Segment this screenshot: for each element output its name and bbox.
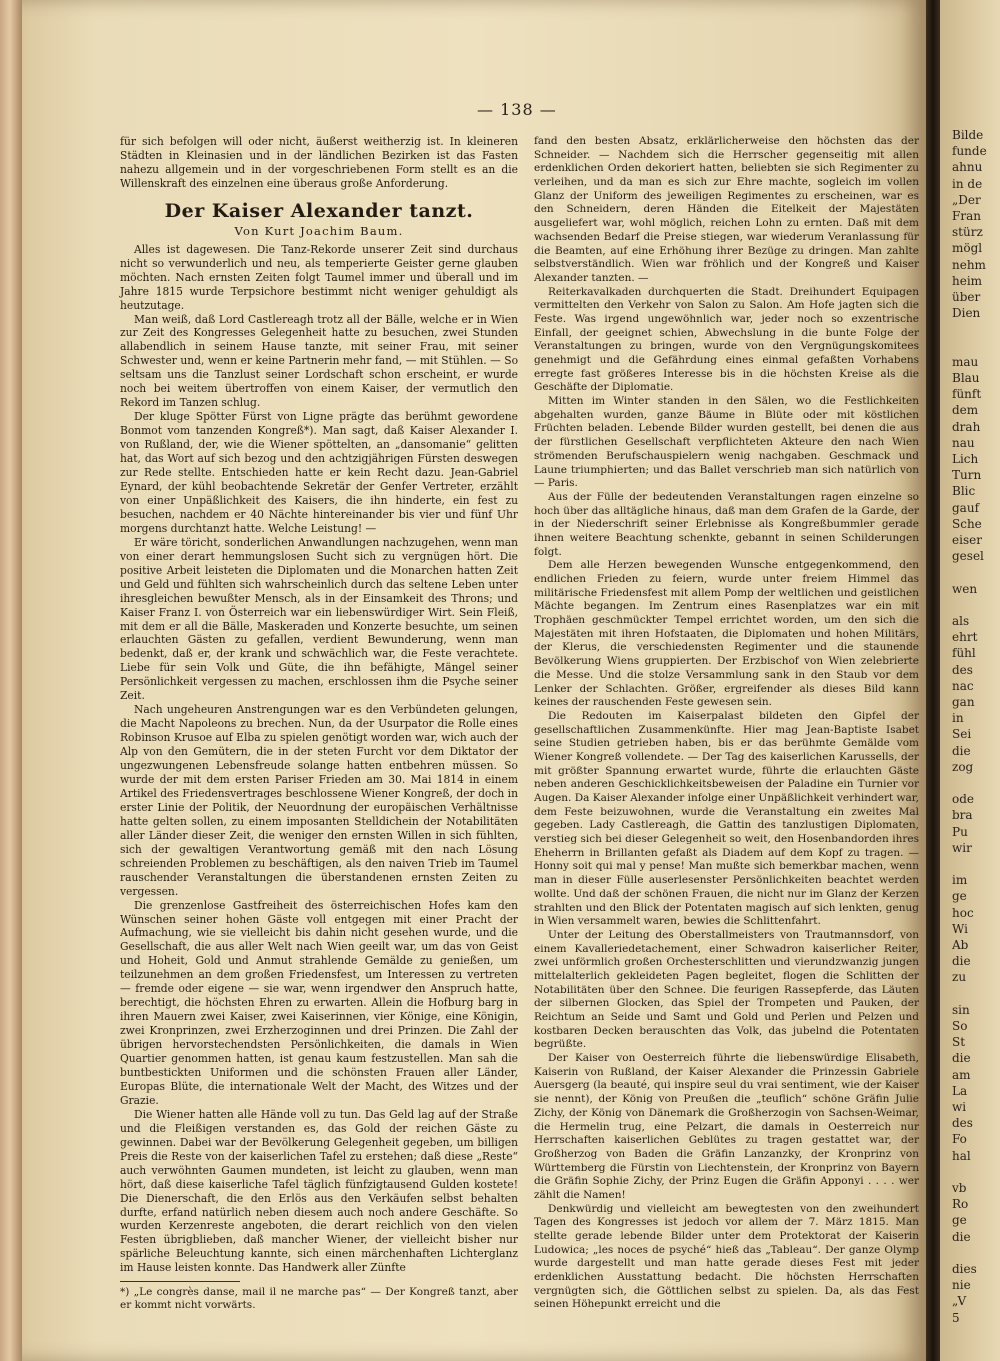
adjacent-page-fragment: ge [952,1213,967,1228]
article-paragraph: Denkwürdig und vielleicht am bewegtesten von den zweihundert Tagen des Kongresses ist jedoch vor allem der 7. März 1815. Man stellte gerade lebende Bilder unter dem Protektorat der Kaiserin Ludowica; „les noces de psyché“ hieß das „Tableau“. Der ganze Olymp wurde dargestellt und man hatte gerade dieses Fest mit jeder erdenklichen Ausstattung bedacht. Die höchsten Herrschaften vergnügten sich, die Göttlichen selbst zu spielen. Da, als das Fest seinen Höhepunkt erreicht und die [534,1202,919,1311]
adjacent-page-fragment: gan [952,695,975,709]
article-paragraph: Er wäre töricht, sonderlichen Anwandlungen nachzugehen, wenn man von einer derart hemmungslosen Sucht sich zu vergnügen hört. Die positive Arbeit leisteten die Diplomaten und die Monarchen hatten Zeit und Geld und fühlten sich wahrscheinlich durch das seltene Leben unter ihresgleichen bewußter Mensch, als in der Einsamkeit des Throns; und Kaiser Franz I. von Österreich war ein liebenswürdiger Wirt. Sein Fleiß, mit dem er all die Bälle, Maskeraden und Konzerte besuchte, um seinen erlauchten Gästen zu gefallen, verdient Bewunderung, wenn man bedenkt, daß er, der krank und schwächlich war, die Feste verachtete. Liebe für sein Volk und Güte, die ihn befähigte, Mängel seiner Persönlichkeit vergessen zu machen, erschlossen ihm die Psyche seiner Zeit. [120,535,518,703]
footnote-divider [120,1281,240,1282]
adjacent-page-fragment: Sei [952,727,972,742]
adjacent-page-fragment: nau [952,435,975,450]
adjacent-page-fragment: ge [952,889,967,904]
adjacent-page-fragment: Ab [952,938,969,952]
article-paragraph: Unter der Leitung des Oberstallmeisters von Trautmannsdorf, von einem Kavalleriedetachement, einer Schwadron kaiserlicher Reiter, zwei unförmlich großen Orchesterschlitten und vierundzwanzig jungen mittelalterlich gekleideten Pagen begleitet, flogen die Schlitten der Notabilitäten über den Schnee. Die feurigen Rassepferde, das Läuten der silbernen Glocken, das Spiel der Trompeten und Pauken, der Reichtum an Seide und Samt und Gold und Perlen und Pelzen und kostbaren Decken berauschten das Volk, das jubelnd die Potentaten begrüßte. [534,928,919,1051]
adjacent-page-fragment: dem [952,403,979,418]
adjacent-page-fragment: mau [952,354,979,369]
adjacent-page-fragment: Lich [952,452,979,466]
article-byline: Von Kurt Joachim Baum. [234,223,404,238]
adjacent-page-fragment: bra [952,808,973,823]
adjacent-page-fragment: drah [952,419,981,434]
adjacent-page-fragment: hoc [952,905,974,920]
adjacent-page-fragment: Pu [952,824,968,839]
left-column [120,135,518,1312]
adjacent-page-fragment: hal [952,1148,971,1163]
adjacent-page-fragment: Blau [952,371,980,385]
adjacent-page-fragment: fünft [952,387,982,402]
adjacent-page-fragment: in de [952,176,983,191]
adjacent-page-fragment: nac [952,678,974,693]
article-paragraph: Die grenzenlose Gastfreiheit des österreichischen Hofes kam den Wünschen seiner hohen Gäste voll entgegen mit einer Pracht der Aufmachung, wie sie vielleicht bis dahin nicht gesehen wurde, und die Gesellschaft, die aus aller Welt nach Wien geeilt war, um das von Geist und Hoheit, Gold und Anmut strahlende Gemälde zu genießen, um teilzunehmen an dem großen Friedensfest, um Interessen zu vertreten — fremde oder eigene — sie war, wenn irgendwer den Anspruch hatte, berechtigt, die höchsten Ehren zu erwarten. Allein die Hofburg barg in ihren Mauern zwei Kaiser, zwei Kaiserinnen, vier Könige, eine Königin, zwei Kronprinzen, zwei Erzherzoginnen und drei Prinzen. Die Zahl der übrigen hervorstechendsten Persönlichkeiten, die damals in Wien Quartier genommen hatten, ist genau kaum festzustellen. Man sah die buntbestickten Uniformen und die schönsten Frauen aller Länder, Europas Blüte, die internationale Welt der Macht, des Witzes und der Grazie. [120,898,518,1107]
adjacent-page-fragment: im [952,873,968,888]
adjacent-page-fragment: St [952,1035,966,1050]
article-paragraph: Nach ungeheuren Anstrengungen war es den Verbündeten gelungen, die Macht Napoleons zu brechen. Nun, da der Usurpator die Rolle eines Robinson Krusoe auf Elba zu spielen genötigt worden war, wich auch der Alp von den Gemütern, die in der steten Furcht vor dem Diktator der ungezwungenen Lebensfreude solange hatten entbehren müssen. So wurde der mit dem ersten Pariser Frieden am 30. Mai 1814 in einem Artikel des Friedensvertrages beschlossene Wiener Kongreß, der doch in erster Linie der Politik, der Neuordnung der europäischen Verhältnisse hatte gelten sollen, zu einem imposanten Stelldichein der Notabilitäten aller Länder dieser Zeit, die weniger den ernsten Willen in sich fühlten, sich der gewaltigen Verantwortung gemäß mit den nach Lösung schreienden Problemen zu beschäftigen, als den naiven Trieb im Taumel rauschender Veranstaltungen die überstandenen ernsten Zeiten zu vergessen. [120,703,518,898]
adjacent-page-fragment: nehm [952,257,986,272]
adjacent-page-fragment: am [952,1067,971,1082]
adjacent-page-fragment: wen [952,581,978,596]
adjacent-page-fragment: ahnu [952,160,983,175]
adjacent-page-fragment: Dien [952,306,981,321]
article-paragraph: Der Kaiser von Oesterreich führte die liebenswürdige Elisabeth, Kaiserin von Rußland, der Kaiser Alexander die Prinzessin Gabriele Auersgerg (la beauté, qui inspire seul du vrai sentiment, wie der Kaiser sie nennt), der König von Preußen die „teuflich“ schöne Gräfin Julie Zichy, der König von Dänemark die Großherzogin von Sachsen-Weimar, die Hermelin trug, eine Pelzart, die damals in Oesterreich nur Herrschaften kaiserlichen Geblütes zu tragen gestattet war, der Großherzog von Baden die Gräfin Lanzanzky, der Kronprinz von Württemberg die Fürstin von Liechtenstein, der Kronprinz von Bayern die Gräfin Sophie Zichy, der Prinz Eugen die Gräfin Apponyi . . . . wer zählt die Namen! [534,1052,919,1201]
adjacent-page-fragment: „Der [952,192,981,207]
adjacent-page-fragment: La [952,1083,968,1098]
book-gutter [926,0,940,1361]
adjacent-page-fragment: die [952,1229,971,1244]
adjacent-page-fragment: Blic [952,484,976,499]
adjacent-page-fragment: Ro [952,1197,969,1212]
adjacent-page-fragment: So [952,1019,968,1033]
adjacent-page-fragment: des [952,1116,973,1131]
adjacent-page-fragment: über [952,290,981,304]
article-paragraph: Aus der Fülle der bedeutenden Veranstaltungen ragen einzelne so hoch über das alltägliche hinaus, daß man dem Grafen de la Garde, der in der Niederschrift seiner Erlebnisse als Kongreßbummler gerade ihnen weitere Beachtung schenkte, gebannt in seinen Schilderungen folgt. [534,490,919,558]
page-number: — 138 — [477,100,557,119]
article-paragraph: Die Wiener hatten alle Hände voll zu tun. Das Geld lag auf der Straße und die Fleißigen verstanden es, das Gold der reichen Gäste zu gewinnen. Dabei war der Bevölkerung Gelegenheit gegeben, um billigen Preis die Reste von der kaiserlichen Tafel zu erstehen; daß diese „Reste“ auch verwöhnten Gaumen mundeten, ist leicht zu glauben, wenn man hört, daß diese kaiserliche Tafel täglich fünfzigtausend Gulden kostete! Die Dienerschaft, die den Erlös aus den Verkäufen selbst behalten durfte, erfand natürlich neben diesem auch noch andere Geschäfte. So wurden Kerzenreste angeboten, die derart reichlich von den vielen Festen übrigblieben, daß mancher Wiener, der vielleicht bisher nur spärliche Beleuchtung kannte, sich einen märchenhaften Lichterglanz im Hause leisten konnte. Das Handwerk aller Zünfte [120,1107,518,1275]
adjacent-page-fragment: in [952,711,964,726]
adjacent-page-fragment: eiser [952,533,982,547]
adjacent-page-fragment: zog [952,759,974,774]
adjacent-page-fragment: des [952,662,973,677]
adjacent-page-fragment: die [952,954,971,969]
adjacent-page-fragment: dies [952,1262,977,1276]
adjacent-page-fragment: funde [952,144,987,159]
adjacent-page-fragment: Turn [952,468,982,483]
footnote: *) „Le congrès danse, mail il ne marche pas“ — Der Kongreß tanzt, aber er kommt nicht vorwärts. [120,1286,518,1312]
adjacent-page-fragment: die [952,1051,971,1066]
article-title: Der Kaiser Alexander tanzt. [164,199,474,222]
intro-paragraph: für sich befolgen will oder nicht, äußerst weitherzig ist. In kleineren Städten in Kleinasien und in der ländlichen Bezirken ist das Fasten nahezu allgemein und in der vorgeschriebenen Form stellt es an die Willenskraft des einzelnen eine überaus große Anforderung. [120,135,518,190]
adjacent-page-fragment: wir [952,840,972,855]
adjacent-page-fragment: Fran [952,209,981,223]
adjacent-page-edge [940,0,1000,1361]
book-spine-edge [0,0,23,1361]
adjacent-page-fragment: Wi [952,921,968,936]
adjacent-page-fragment: 5 [952,1310,960,1325]
adjacent-page-fragment: „V [952,1294,967,1309]
adjacent-page-fragment: zu [952,970,967,985]
adjacent-page-fragment: fühl [952,646,976,661]
adjacent-page-fragment: Sche [952,516,982,531]
adjacent-page-fragment: Bilde [952,128,984,142]
adjacent-page-fragment: als [952,614,970,628]
article-paragraph: Man weiß, daß Lord Castlereagh trotz all der Bälle, welche er in Wien zur Zeit des Kongresses Gelegenheit hatte zu besuchen, zwei Stunden allabendlich in seinem Hause tanzte, mit seiner Frau, mit seiner Schwester und, wenn er keine Partnerin mehr fand, — mit Stühlen. — So seltsam uns die Tanzlust seiner Lordschaft schon erscheint, er wurde noch bei weitem übertroffen von einem Kaiser, der vermutlich den Rekord im Tanzen schlug. [120,312,518,410]
adjacent-page-fragment: stürz [952,225,983,240]
adjacent-page-fragment: mögl [952,241,983,256]
adjacent-page-fragment: die [952,743,971,758]
adjacent-page-fragment: nie [952,1278,971,1293]
article-paragraph: Dem alle Herzen bewegenden Wunsche entgegenkommend, den endlichen Frieden zu feiern, wurde unter freiem Himmel das militärische Friedensfest mit allem Pomp der weltlichen und geistlichen Mächte begangen. Im Zentrum eines Rasenplatzes war ein mit Trophäen geschmückter Tempel errichtet worden, um den sich die Majestäten mit ihren Hofstaaten, die Diplomaten und hohen Militärs, der Klerus, die verschiedensten Regimenter und die staunende Bevölkerung Wiens gruppierten. Der Erzbischof von Wien zelebrierte die Messe. Und die stolze Versammlung sank in den Staub vor dem Lenker der Schlachten. Größer, ergreifender als dieses Bild kann keines der rauschenden Feste gewesen sein. [534,559,919,709]
right-column [534,135,919,1312]
book-page [22,0,926,1361]
article-paragraph: Reiterkavalkaden durchquerten die Stadt. Dreihundert Equipagen vermittelten den Verkehr von Salon zu Salon. Am Hofe jagten sich die Feste. Was irgend ungewöhnlich war, jeder noch so exzentrische Einfall, der geeignet schien, Abwechslung in die bunte Folge der Veranstaltungen zu bringen, wurde von den Vergnügungskomitees genehmigt und die Gefährdung eines einmal gefaßten Vorhabens erregte fast größeres Interesse bis in die höchsten Kreise als die Geschäfte der Diplomatie. [534,285,919,394]
adjacent-page-fragment: ehrt [952,630,978,645]
article-paragraph: Die Redouten im Kaiserpalast bildeten den Gipfel der gesellschaftlichen Zusammenkünfte. Hier mag Jean-Baptiste Isabet seine Studien getrieben haben, bis er das berühmte Gemälde vom Wiener Kongreß vollendete. — Der Tag des kaiserlichen Karussells, der mit größter Spannung erwartet wurde, führte die erlauchten Gäste neben anderen Geschicklichkeitsbeweisen der Paladine ein Turnier vor Augen. Da Kaiser Alexander infolge einer Unpäßlichkeit verhindert war, dem Feste beizuwohnen, wurde die Veranstaltung ein zweites Mal gegeben. Lady Castlereagh, die Gattin des tanzlustigen Diplomaten, verstieg sich bei dieser Gelegenheit so weit, den Hosenbandorden ihres Eheherrn in Brillanten gefaßt als Diadem auf dem Kopf zu tragen. — Honny soit qui mal y pense! Man mußte sich bemerkbar machen, wenn man in dieser Fülle auserlesenster Persönlichkeiten beachtet werden wollte. Und daß der schönen Frauen, die nicht nur im Glanz der Kerzen strahlten und den Blick der Potentaten magisch auf sich lenkten, genug in Wien versammelt waren, bewies die Schlittenfahrt. [534,709,919,928]
article-paragraph: Mitten im Winter standen in den Sälen, wo die Festlichkeiten abgehalten wurden, ganze Bäume in Blüte oder mit köstlichen Früchten beladen. Lebende Bilder wurden gestellt, bei denen die aus der fürstlichen Gesellschaft verpflichteten Akteure den nach Wien strömenden Berufschauspielern wenig nachgaben. Geschmack und Laune triumphierten; und das Ballet verschrieb man sich natürlich von — Paris. [534,395,919,490]
adjacent-page-fragment: gauf [952,500,980,515]
adjacent-page-fragment: Fo [952,1132,967,1147]
adjacent-page-fragment: vb [952,1181,967,1195]
adjacent-page-fragment: gesel [952,549,984,564]
article-paragraph: Der kluge Spötter Fürst von Ligne prägte das berühmt gewordene Bonmot vom tanzenden Kongreß*). Man sagt, daß Kaiser Alexander I. von Rußland, der, wie die Wiener spöttelten, an „dansomanie“ gelitten hat, das Wort auf sich bezog und den achtzigjährigen Fürsten deswegen zur Rede stellte. Entschieden hatte er kein Recht dazu. Jean-Gabriel Eynard, der kühl beobachtende Sekretär der Genfer Vertreter, erzählt von einer Unpäßlichkeit des Kaisers, die ihn hinderte, ein fest zu besuchen, nachdem er 40 Nächte hintereinander bis vier und fünf Uhr morgens durchtanzt hatte. Welche Leistung! — [120,410,518,535]
adjacent-page-fragment: sin [952,1002,970,1017]
adjacent-page-fragment: wi [952,1100,967,1114]
article-paragraph: Alles ist dagewesen. Die Tanz-Rekorde unserer Zeit sind durchaus nicht so verwunderlich und neu, als temperierte Geister gerne glauben möchten. Nach ernsten Zeiten folgt Taumel immer und überall und im Jahre 1815 wurde Terpsichore bestimmt nicht weniger gehuldigt als heutzutage. [120,242,518,312]
adjacent-page-fragment: ode [952,792,975,807]
adjacent-page-fragment: heim [952,273,983,288]
article-paragraph: fand den besten Absatz, erklärlicherweise den höchsten das der Schneider. — Nachdem sich die Herrscher gegenseitig mit allen erdenklichen Orden dekoriert hatten, beliebten sie sich Regimenter zu verleihen, und da man es sich zur Ehre machte, sogleich im vollen Glanz der Uniform des jeweiligen Regimentes zu erscheinen, war es den Schneidern, deren Händen die Eitelkeit der Majestäten ausgeliefert war, wohl möglich, reichen Lohn zu ernten. Daß mit dem wachsenden Bedarf die Preise stiegen, war wiederum Veranlassung für die Beamten, auf eine Erhöhung ihrer Bezüge zu dringen. Man zahlte selbstverständlich. Wien war fröhlich und der Kongreß und Kaiser Alexander tanzten. — [534,135,919,284]
